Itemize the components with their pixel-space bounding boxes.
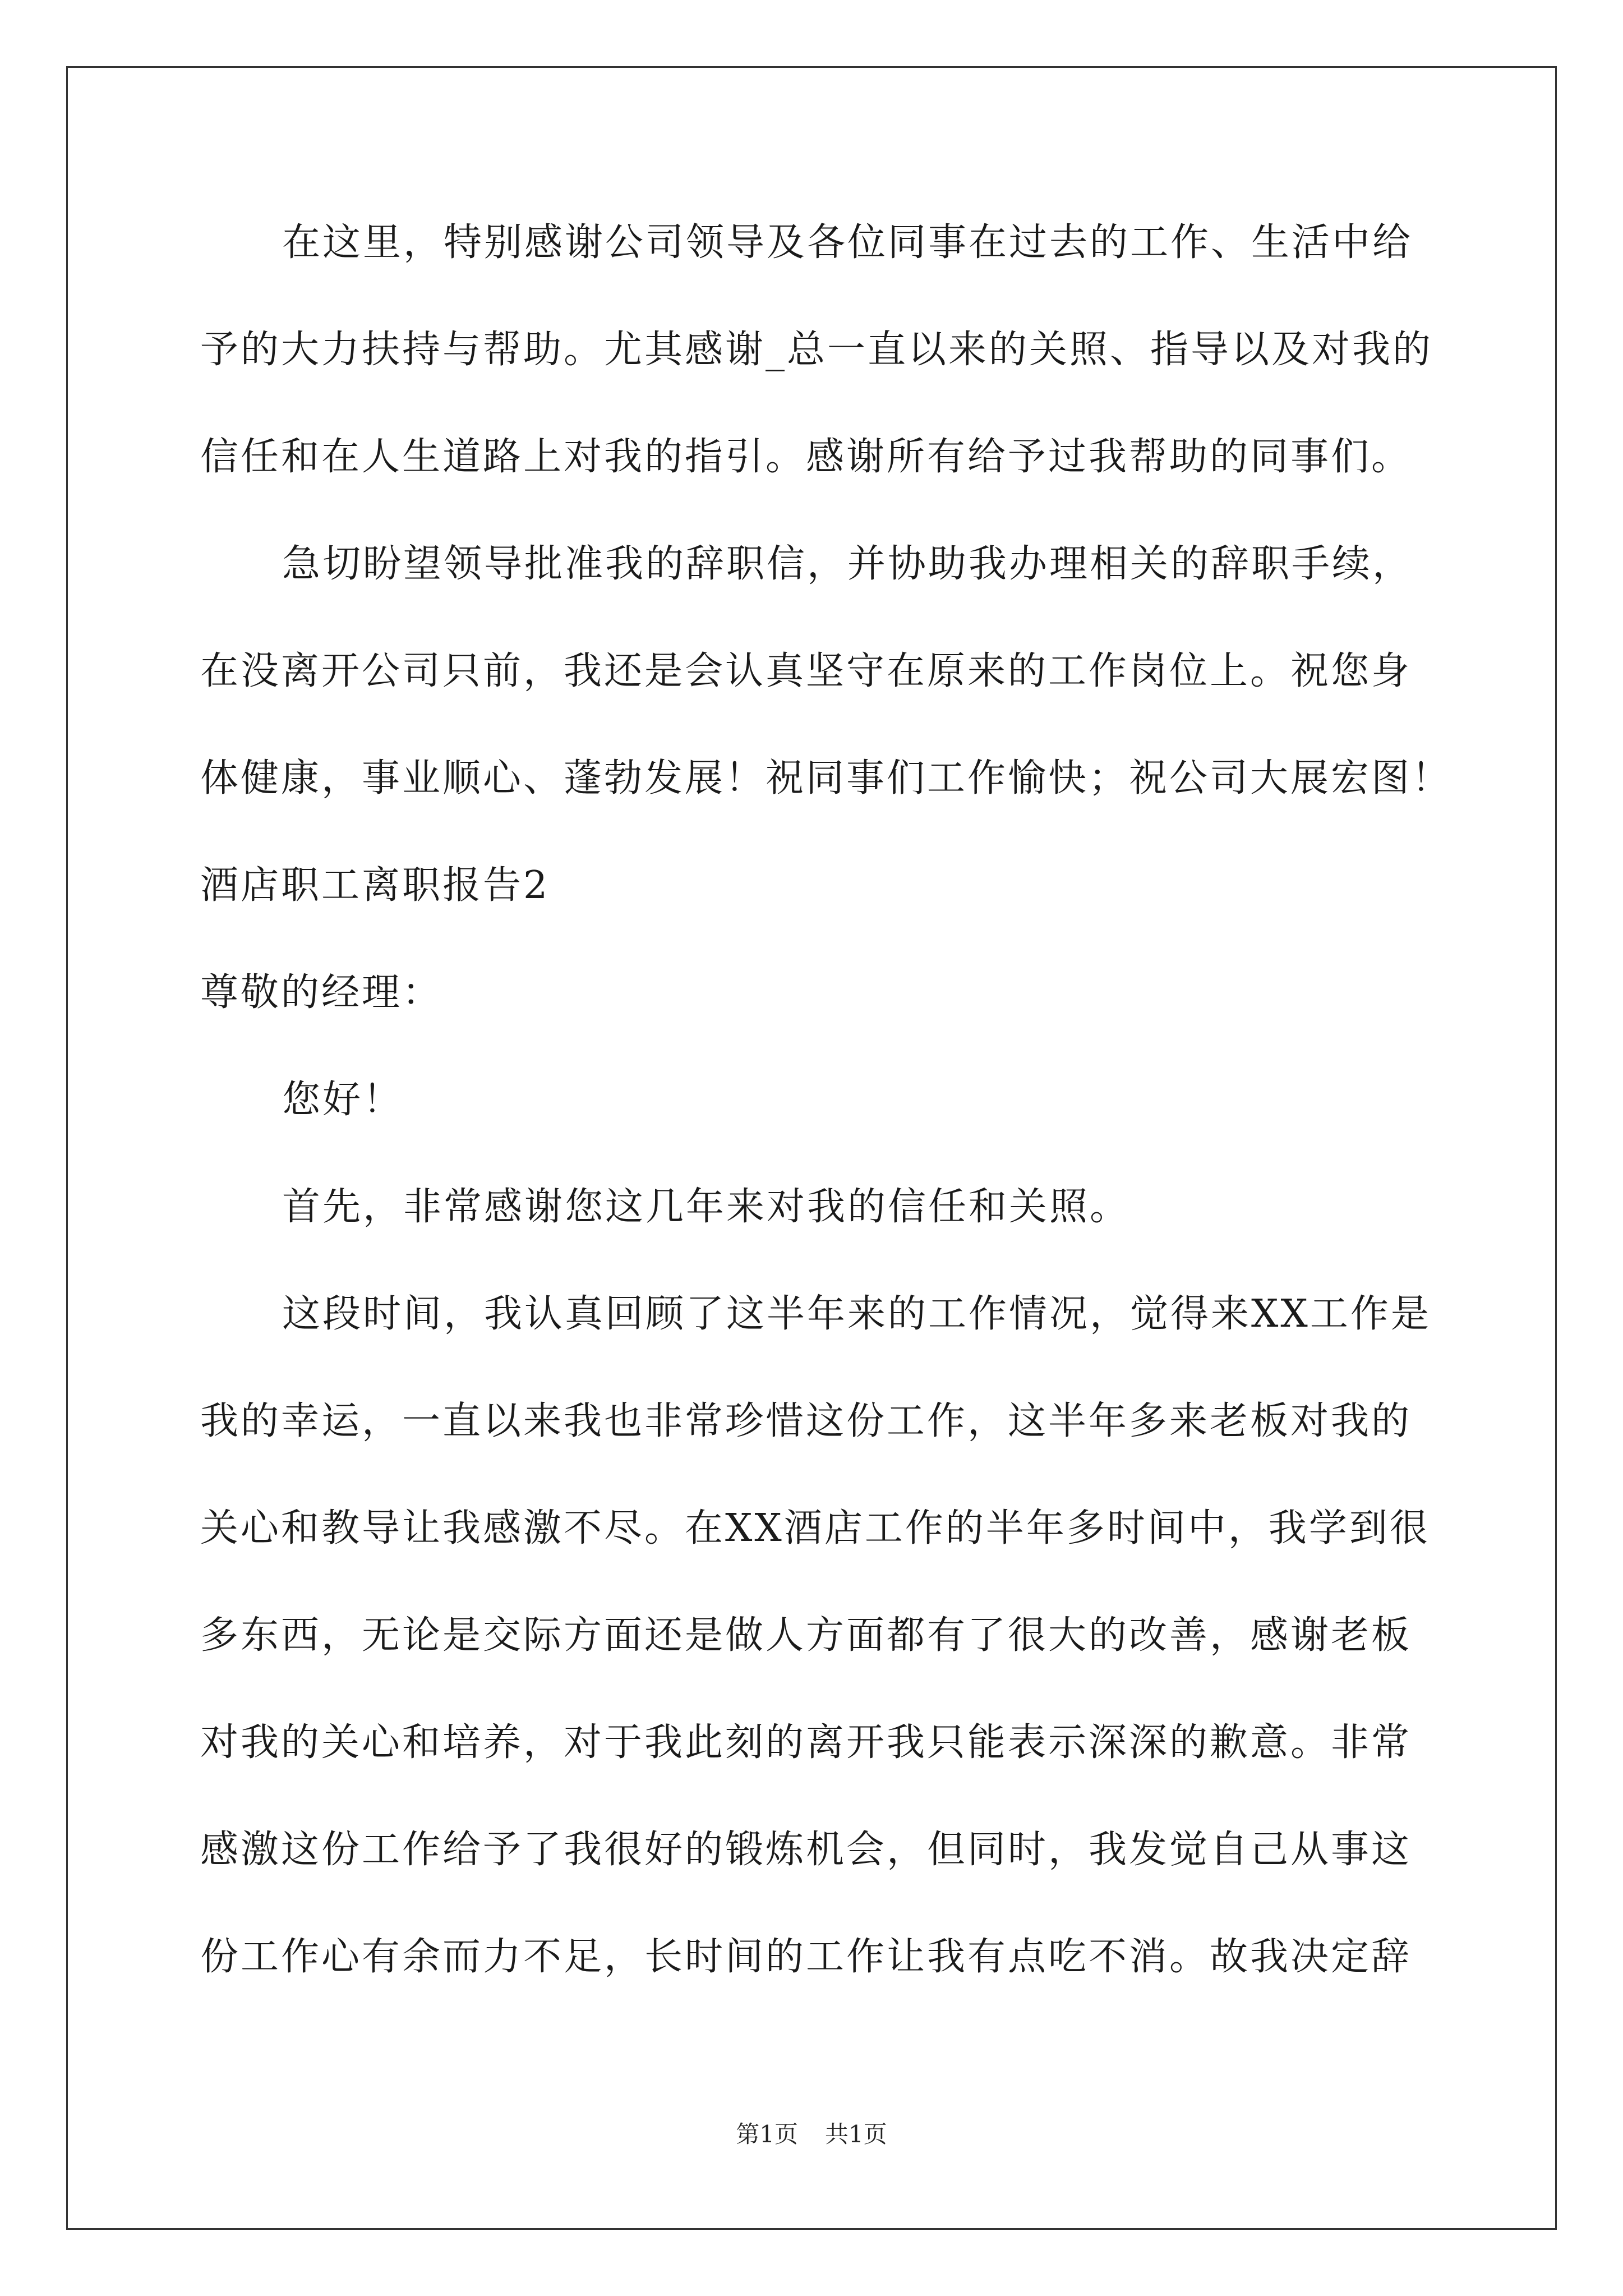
document-body [200,213,1453,2035]
greeting: 您好！ [282,1078,404,1122]
text-line-6: 体健康，事业顺心、蓬勃发展！祝同事们工作愉快；祝公司大展宏图！ [200,756,1453,800]
page-number-total: 共1页 [825,2120,887,2148]
text-line-12: 我的幸运，一直以来我也非常珍惜这份工作，这半年多来老板对我的 [200,1399,1412,1443]
text-line-2: 予的大力扶持与帮助。尤其感谢_总一直以来的关照、指导以及对我的 [200,328,1433,372]
text-line-11: 这段时间，我认真回顾了这半年来的工作情况，觉得来XX工作是 [282,1292,1431,1336]
text-line-5: 在没离开公司只前，我还是会认真坚守在原来的工作岗位上。祝您身 [200,649,1412,693]
text-line-15: 对我的关心和培养，对于我此刻的离开我只能表示深深的歉意。非常 [200,1720,1412,1765]
page-footer [0,2120,1623,2148]
text-line-4: 急切盼望领导批准我的辞职信，并协助我办理相关的辞职手续， [282,542,1413,586]
text-line-13: 关心和教导让我感激不尽。在XX酒店工作的半年多时间中，我学到很 [200,1506,1430,1550]
text-line-16: 感激这份工作给予了我很好的锻炼机会，但同时，我发觉自己从事这 [200,1828,1412,1872]
text-line-14: 多东西，无论是交际方面还是做人方面都有了很大的改善，感谢老板 [200,1613,1412,1658]
text-line-1: 在这里，特别感谢公司领导及各位同事在过去的工作、生活中给 [282,220,1413,265]
page-number-current: 第1页 [736,2120,798,2148]
section-heading: 酒店职工离职报告2 [200,863,550,908]
text-line-3: 信任和在人生道路上对我的指引。感谢所有给予过我帮助的同事们。 [200,435,1412,479]
salutation: 尊敬的经理： [200,970,443,1015]
text-line-17: 份工作心有余而力不足，长时间的工作让我有点吃不消。故我决定辞 [200,1935,1412,1979]
text-line-10: 首先，非常感谢您这几年来对我的信任和关照。 [282,1185,1131,1229]
